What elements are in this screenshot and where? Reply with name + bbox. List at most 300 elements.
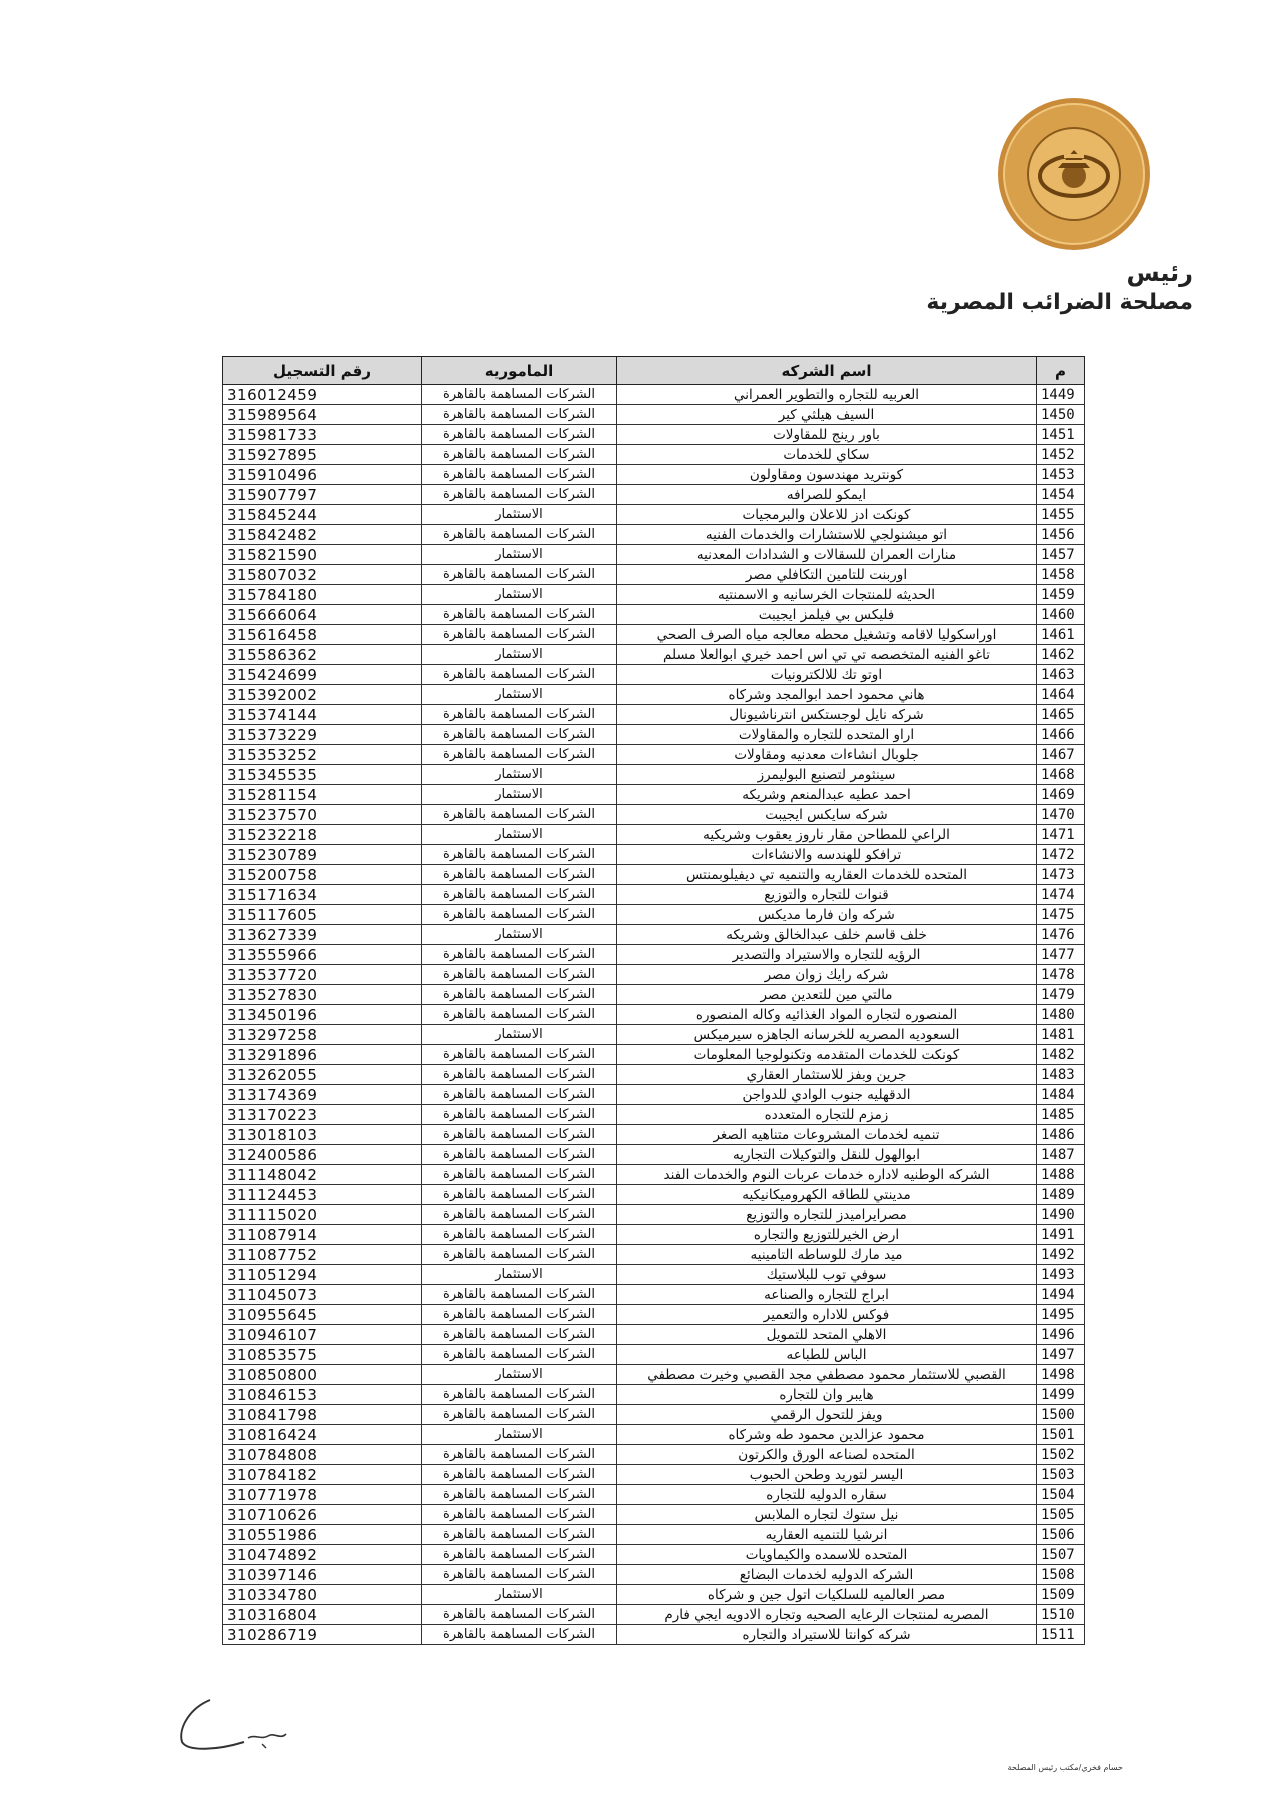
registration-number: 315807032: [223, 565, 422, 585]
registration-number: 315666064: [223, 605, 422, 625]
tax-authority: الشركات المساهمة بالقاهرة: [422, 1545, 617, 1565]
row-number: 1468: [1037, 765, 1085, 785]
table-row: [223, 425, 1085, 445]
table-row: [223, 1245, 1085, 1265]
issuer-title: رئيس: [1126, 259, 1193, 287]
table-body: [223, 385, 1085, 1645]
registration-number: 315981733: [223, 425, 422, 445]
registration-number: 313170223: [223, 1105, 422, 1125]
company-name: ارض الخيرللتوزيع والتجاره: [617, 1225, 1037, 1245]
company-name: العربيه للتجاره والتطوير العمراني: [617, 385, 1037, 405]
row-number: 1473: [1037, 865, 1085, 885]
table-row: [223, 765, 1085, 785]
tax-authority: الاستثمار: [422, 1265, 617, 1285]
registration-number: 315230789: [223, 845, 422, 865]
tax-authority: الاستثمار: [422, 585, 617, 605]
registration-number: 310853575: [223, 1345, 422, 1365]
row-number: 1474: [1037, 885, 1085, 905]
table-row: [223, 1045, 1085, 1065]
table-row: [223, 905, 1085, 925]
company-name: منارات العمران للسقالات و الشدادات المعدنيه: [617, 545, 1037, 565]
company-name: باور رينج للمقاولات: [617, 425, 1037, 445]
tax-authority: الشركات المساهمة بالقاهرة: [422, 1505, 617, 1525]
table-row: [223, 1505, 1085, 1525]
row-number: 1449: [1037, 385, 1085, 405]
registration-number: 310474892: [223, 1545, 422, 1565]
row-number: 1459: [1037, 585, 1085, 605]
tax-authority: الاستثمار: [422, 505, 617, 525]
company-name: تنميه لخدمات المشروعات متناهيه الصغر: [617, 1125, 1037, 1145]
table-row: [223, 745, 1085, 765]
registration-number: 310850800: [223, 1365, 422, 1385]
registration-number: 315907797: [223, 485, 422, 505]
company-name: زمزم للتجاره المتعدده: [617, 1105, 1037, 1125]
row-number: 1509: [1037, 1585, 1085, 1605]
company-name: اليسر لتوريد وطحن الحبوب: [617, 1465, 1037, 1485]
row-number: 1453: [1037, 465, 1085, 485]
row-number: 1478: [1037, 965, 1085, 985]
company-name: المنصوره لتجاره المواد الغذائيه وكاله المنصوره: [617, 1005, 1037, 1025]
company-name: فوكس للاداره والتعمير: [617, 1305, 1037, 1325]
company-name: ميد مارك للوساطه التامينيه: [617, 1245, 1037, 1265]
registration-number: 310397146: [223, 1565, 422, 1585]
table-row: [223, 445, 1085, 465]
row-number: 1500: [1037, 1405, 1085, 1425]
company-name: الباس للطباعه: [617, 1345, 1037, 1365]
table-row: [223, 385, 1085, 405]
row-number: 1493: [1037, 1265, 1085, 1285]
tax-authority: الشركات المساهمة بالقاهرة: [422, 805, 617, 825]
table-row: [223, 1105, 1085, 1125]
registration-number: 315424699: [223, 665, 422, 685]
row-number: 1467: [1037, 745, 1085, 765]
table-row: [223, 1485, 1085, 1505]
company-name: الشركه الدوليه لخدمات البضائع: [617, 1565, 1037, 1585]
tax-authority: الشركات المساهمة بالقاهرة: [422, 1045, 617, 1065]
table-row: [223, 1025, 1085, 1045]
company-name: سينثومر لتصنيع البوليمرز: [617, 765, 1037, 785]
registration-number: 315392002: [223, 685, 422, 705]
row-number: 1462: [1037, 645, 1085, 665]
tax-authority: الشركات المساهمة بالقاهرة: [422, 485, 617, 505]
row-number: 1480: [1037, 1005, 1085, 1025]
registration-number: 310816424: [223, 1425, 422, 1445]
row-number: 1471: [1037, 825, 1085, 845]
company-name: اوربنت للتامين التكافلي مصر: [617, 565, 1037, 585]
tax-authority: الاستثمار: [422, 1025, 617, 1045]
company-name: تاغو الفنيه المتخصصه تي تي اس احمد خيري ابوالعلا مسلم: [617, 645, 1037, 665]
registration-number: 310771978: [223, 1485, 422, 1505]
tax-authority: الشركات المساهمة بالقاهرة: [422, 865, 617, 885]
tax-authority: الاستثمار: [422, 645, 617, 665]
tax-authority: الشركات المساهمة بالقاهرة: [422, 525, 617, 545]
tax-authority: الشركات المساهمة بالقاهرة: [422, 405, 617, 425]
tax-authority: الشركات المساهمة بالقاهرة: [422, 385, 617, 405]
tax-authority: الشركات المساهمة بالقاهرة: [422, 605, 617, 625]
row-number: 1464: [1037, 685, 1085, 705]
tax-authority: الاستثمار: [422, 1585, 617, 1605]
table-row: [223, 565, 1085, 585]
tax-authority: الشركات المساهمة بالقاهرة: [422, 725, 617, 745]
tax-authority: الشركات المساهمة بالقاهرة: [422, 465, 617, 485]
tax-authority: الاستثمار: [422, 925, 617, 945]
table-row: [223, 945, 1085, 965]
tax-authority: الاستثمار: [422, 785, 617, 805]
company-name: الرؤيه للتجاره والاستيراد والتصدير: [617, 945, 1037, 965]
column-header-company-name: اسم الشركه: [617, 357, 1037, 385]
registration-number: 315821590: [223, 545, 422, 565]
tax-authority: الشركات المساهمة بالقاهرة: [422, 1565, 617, 1585]
registration-number: 315373229: [223, 725, 422, 745]
tax-authority: الشركات المساهمة بالقاهرة: [422, 1105, 617, 1125]
row-number: 1505: [1037, 1505, 1085, 1525]
company-name: اوتو تك للالكترونيات: [617, 665, 1037, 685]
company-name: الدقهليه جنوب الوادي للدواجن: [617, 1085, 1037, 1105]
row-number: 1479: [1037, 985, 1085, 1005]
row-number: 1485: [1037, 1105, 1085, 1125]
table-row: [223, 1325, 1085, 1345]
company-name: هاني محمود احمد ابوالمجد وشركاه: [617, 685, 1037, 705]
registration-number: 315281154: [223, 785, 422, 805]
tax-authority: الشركات المساهمة بالقاهرة: [422, 1185, 617, 1205]
table-row: [223, 1005, 1085, 1025]
row-number: 1458: [1037, 565, 1085, 585]
table-row: [223, 525, 1085, 545]
company-name: مالتي مين للتعدين مصر: [617, 985, 1037, 1005]
company-name: شركه رايك زوان مصر: [617, 965, 1037, 985]
tax-authority: الشركات المساهمة بالقاهرة: [422, 1305, 617, 1325]
tax-authority: الشركات المساهمة بالقاهرة: [422, 445, 617, 465]
table-row: [223, 865, 1085, 885]
row-number: 1450: [1037, 405, 1085, 425]
registration-number: 313627339: [223, 925, 422, 945]
tax-authority: الشركات المساهمة بالقاهرة: [422, 945, 617, 965]
table-row: [223, 1425, 1085, 1445]
company-name: السعوديه المصريه للخرسانه الجاهزه سيرميكس: [617, 1025, 1037, 1045]
company-name: كونكت للخدمات المتقدمه وتكنولوجيا المعلومات: [617, 1045, 1037, 1065]
row-number: 1499: [1037, 1385, 1085, 1405]
table-row: [223, 485, 1085, 505]
company-name: الراعي للمطاحن مقار ناروز يعقوب وشريكيه: [617, 825, 1037, 845]
registration-number: 313262055: [223, 1065, 422, 1085]
company-name: المتحده للخدمات العقاريه والتنميه تي ديفيلوبمنتس: [617, 865, 1037, 885]
tax-authority: الاستثمار: [422, 825, 617, 845]
registration-number: 310710626: [223, 1505, 422, 1525]
table-row: [223, 1565, 1085, 1585]
tax-authority: الشركات المساهمة بالقاهرة: [422, 705, 617, 725]
table-row: [223, 845, 1085, 865]
row-number: 1502: [1037, 1445, 1085, 1465]
tax-authority: الشركات المساهمة بالقاهرة: [422, 1085, 617, 1105]
registration-number: 311148042: [223, 1165, 422, 1185]
registration-number: 310841798: [223, 1405, 422, 1425]
table-row: [223, 505, 1085, 525]
company-name: سوفي توب للبلاستيك: [617, 1265, 1037, 1285]
tax-authority: الشركات المساهمة بالقاهرة: [422, 565, 617, 585]
tax-authority: الشركات المساهمة بالقاهرة: [422, 1345, 617, 1365]
row-number: 1495: [1037, 1305, 1085, 1325]
row-number: 1482: [1037, 1045, 1085, 1065]
company-name: ابراج للتجاره والصناعه: [617, 1285, 1037, 1305]
company-name: القصبي للاستثمار محمود مصطفي مجد القصبي وخيرت مصطفي: [617, 1365, 1037, 1385]
table-row: [223, 1225, 1085, 1245]
registration-number: 313555966: [223, 945, 422, 965]
row-number: 1511: [1037, 1625, 1085, 1645]
row-number: 1487: [1037, 1145, 1085, 1165]
row-number: 1454: [1037, 485, 1085, 505]
issuer-organization: مصلحة الضرائب المصرية: [926, 290, 1193, 315]
registration-number: 315842482: [223, 525, 422, 545]
registration-number: 315374144: [223, 705, 422, 725]
table-row: [223, 1465, 1085, 1485]
tax-authority: الشركات المساهمة بالقاهرة: [422, 1445, 617, 1465]
registration-number: 310334780: [223, 1585, 422, 1605]
table-row: [223, 1405, 1085, 1425]
table-row: [223, 625, 1085, 645]
row-number: 1483: [1037, 1065, 1085, 1085]
company-name: قنوات للتجاره والتوزيع: [617, 885, 1037, 905]
registration-number: 310955645: [223, 1305, 422, 1325]
tax-authority: الشركات المساهمة بالقاهرة: [422, 1145, 617, 1165]
registration-number: 315117605: [223, 905, 422, 925]
tax-authority: الشركات المساهمة بالقاهرة: [422, 1065, 617, 1085]
company-name: اوراسكوليا لاقامه وتشغيل محطه معالجه مياه الصرف الصحي: [617, 625, 1037, 645]
tax-authority: الشركات المساهمة بالقاهرة: [422, 1285, 617, 1305]
registration-number: 313174369: [223, 1085, 422, 1105]
table-row: [223, 925, 1085, 945]
row-number: 1491: [1037, 1225, 1085, 1245]
table-row: [223, 1185, 1085, 1205]
tax-authority: الشركات المساهمة بالقاهرة: [422, 1165, 617, 1185]
company-name: سكاي للخدمات: [617, 445, 1037, 465]
table-row: [223, 1525, 1085, 1545]
table-row: [223, 805, 1085, 825]
table-row: [223, 985, 1085, 1005]
row-number: 1476: [1037, 925, 1085, 945]
company-name: سقاره الدوليه للتجاره: [617, 1485, 1037, 1505]
row-number: 1489: [1037, 1185, 1085, 1205]
registration-number: 310551986: [223, 1525, 422, 1545]
registration-number: 311051294: [223, 1265, 422, 1285]
row-number: 1469: [1037, 785, 1085, 805]
tax-authority: الشركات المساهمة بالقاهرة: [422, 845, 617, 865]
table-row: [223, 1625, 1085, 1645]
column-header-registration-number: رقم التسجيل: [223, 357, 422, 385]
registration-number: 315353252: [223, 745, 422, 765]
row-number: 1470: [1037, 805, 1085, 825]
row-number: 1498: [1037, 1365, 1085, 1385]
companies-table-wrapper: [222, 356, 1084, 1645]
tax-authority: الشركات المساهمة بالقاهرة: [422, 965, 617, 985]
tax-authority: الشركات المساهمة بالقاهرة: [422, 985, 617, 1005]
row-number: 1510: [1037, 1605, 1085, 1625]
issuer-header: [893, 258, 1193, 318]
row-number: 1496: [1037, 1325, 1085, 1345]
registration-number: 315200758: [223, 865, 422, 885]
tax-authority: الشركات المساهمة بالقاهرة: [422, 1465, 617, 1485]
company-name: شركه وان فارما مديكس: [617, 905, 1037, 925]
registration-number: 316012459: [223, 385, 422, 405]
company-name: المتحده لصناعه الورق والكرتون: [617, 1445, 1037, 1465]
table-row: [223, 1345, 1085, 1365]
row-number: 1494: [1037, 1285, 1085, 1305]
table-row: [223, 1125, 1085, 1145]
row-number: 1455: [1037, 505, 1085, 525]
registration-number: 310946107: [223, 1325, 422, 1345]
table-row: [223, 685, 1085, 705]
tax-authority: الاستثمار: [422, 685, 617, 705]
company-name: ابوالهول للنقل والتوكيلات التجاريه: [617, 1145, 1037, 1165]
company-name: مصر العالميه للسلكيات اتول جين و شركاه: [617, 1585, 1037, 1605]
company-name: الشركه الوطنيه لاداره خدمات عربات النوم والخدمات الفند: [617, 1165, 1037, 1185]
tax-authority: الاستثمار: [422, 765, 617, 785]
row-number: 1461: [1037, 625, 1085, 645]
registration-number: 315171634: [223, 885, 422, 905]
registration-number: 315586362: [223, 645, 422, 665]
registration-number: 311087752: [223, 1245, 422, 1265]
company-name: شركه سايكس ايجيبت: [617, 805, 1037, 825]
table-row: [223, 465, 1085, 485]
registration-number: 313527830: [223, 985, 422, 1005]
row-number: 1501: [1037, 1425, 1085, 1445]
table-row: [223, 1545, 1085, 1565]
company-name: المصريه لمنتجات الرعايه الصحيه وتجاره الادويه ايجي فارم: [617, 1605, 1037, 1625]
registration-number: 313450196: [223, 1005, 422, 1025]
registration-number: 310286719: [223, 1625, 422, 1645]
registration-number: 315345535: [223, 765, 422, 785]
row-number: 1481: [1037, 1025, 1085, 1045]
registration-number: 315845244: [223, 505, 422, 525]
registration-number: 311045073: [223, 1285, 422, 1305]
table-row: [223, 605, 1085, 625]
table-row: [223, 1205, 1085, 1225]
tax-authority: الاستثمار: [422, 1425, 617, 1445]
row-number: 1506: [1037, 1525, 1085, 1545]
company-name: نيل ستوك لتجاره الملابس: [617, 1505, 1037, 1525]
company-name: كونتريد مهندسون ومقاولون: [617, 465, 1037, 485]
tax-authority: الشركات المساهمة بالقاهرة: [422, 1205, 617, 1225]
table-row: [223, 1265, 1085, 1285]
row-number: 1456: [1037, 525, 1085, 545]
table-row: [223, 1085, 1085, 1105]
table-row: [223, 1365, 1085, 1385]
registration-number: 311087914: [223, 1225, 422, 1245]
registration-number: 313297258: [223, 1025, 422, 1045]
row-number: 1451: [1037, 425, 1085, 445]
registration-number: 315989564: [223, 405, 422, 425]
row-number: 1466: [1037, 725, 1085, 745]
tax-authority: الاستثمار: [422, 1365, 617, 1385]
row-number: 1497: [1037, 1345, 1085, 1365]
table-row: [223, 1165, 1085, 1185]
company-name: ايمكو للصرافه: [617, 485, 1037, 505]
footer-office-note: حسام فخري/مكتب رئيس المصلحة: [1007, 1763, 1123, 1772]
table-row: [223, 1065, 1085, 1085]
tax-authority: الشركات المساهمة بالقاهرة: [422, 745, 617, 765]
tax-authority: الشركات المساهمة بالقاهرة: [422, 1605, 617, 1625]
registration-number: 313537720: [223, 965, 422, 985]
company-name: كونكت ادز للاعلان والبرمجيات: [617, 505, 1037, 525]
company-name: فليكس بي فيلمز ايجيبت: [617, 605, 1037, 625]
registration-number: 310784182: [223, 1465, 422, 1485]
registration-number: 312400586: [223, 1145, 422, 1165]
table-row: [223, 965, 1085, 985]
company-name: ترافكو للهندسه والانشاءات: [617, 845, 1037, 865]
registration-number: 315616458: [223, 625, 422, 645]
registration-number: 315927895: [223, 445, 422, 465]
tax-authority: الشركات المساهمة بالقاهرة: [422, 1005, 617, 1025]
table-row: [223, 1145, 1085, 1165]
table-row: [223, 1385, 1085, 1405]
company-name: شركه كوانتا للاستيراد والتجاره: [617, 1625, 1037, 1645]
registration-number: 311124453: [223, 1185, 422, 1205]
registration-number: 311115020: [223, 1205, 422, 1225]
tax-authority: الشركات المساهمة بالقاهرة: [422, 1245, 617, 1265]
table-row: [223, 725, 1085, 745]
row-number: 1503: [1037, 1465, 1085, 1485]
registration-number: 310316804: [223, 1605, 422, 1625]
table-row: [223, 665, 1085, 685]
company-name: مدينتي للطاقه الكهروميكانيكيه: [617, 1185, 1037, 1205]
company-name: جرين وبفز للاستثمار العقاري: [617, 1065, 1037, 1085]
company-name: مصرايراميدز للتجاره والتوزيع: [617, 1205, 1037, 1225]
table-row: [223, 645, 1085, 665]
tax-authority: الشركات المساهمة بالقاهرة: [422, 425, 617, 445]
row-number: 1488: [1037, 1165, 1085, 1185]
tax-authority: الشركات المساهمة بالقاهرة: [422, 1325, 617, 1345]
tax-authority: الشركات المساهمة بالقاهرة: [422, 625, 617, 645]
tax-authority: الشركات المساهمة بالقاهرة: [422, 1485, 617, 1505]
row-number: 1460: [1037, 605, 1085, 625]
table-row: [223, 405, 1085, 425]
column-header-num: م: [1037, 357, 1085, 385]
handwritten-signature: [170, 1690, 300, 1760]
table-row: [223, 585, 1085, 605]
tax-authority: الشركات المساهمة بالقاهرة: [422, 1625, 617, 1645]
registration-number: 315232218: [223, 825, 422, 845]
company-name: احمد عطيه عبدالمنعم وشريكه: [617, 785, 1037, 805]
table-row: [223, 705, 1085, 725]
ministry-seal-logo: [996, 96, 1152, 252]
table-row: [223, 1585, 1085, 1605]
row-number: 1465: [1037, 705, 1085, 725]
companies-table: [222, 356, 1085, 1645]
row-number: 1490: [1037, 1205, 1085, 1225]
row-number: 1484: [1037, 1085, 1085, 1105]
registration-number: 315784180: [223, 585, 422, 605]
row-number: 1472: [1037, 845, 1085, 865]
registration-number: 310784808: [223, 1445, 422, 1465]
registration-number: 313018103: [223, 1125, 422, 1145]
company-name: المتحده للاسمده والكيماويات: [617, 1545, 1037, 1565]
company-name: انرشيا للتنميه العقاريه: [617, 1525, 1037, 1545]
tax-authority: الشركات المساهمة بالقاهرة: [422, 905, 617, 925]
table-row: [223, 1305, 1085, 1325]
table-row: [223, 785, 1085, 805]
company-name: محمود عزالدين محمود طه وشركاه: [617, 1425, 1037, 1445]
company-name: جلوبال انشاءات معدنيه ومقاولات: [617, 745, 1037, 765]
company-name: شركه نايل لوجستكس انترناشيونال: [617, 705, 1037, 725]
row-number: 1507: [1037, 1545, 1085, 1565]
registration-number: 315910496: [223, 465, 422, 485]
row-number: 1504: [1037, 1485, 1085, 1505]
table-row: [223, 1285, 1085, 1305]
table-row: [223, 545, 1085, 565]
company-name: الحديثه للمنتجات الخرسانيه و الاسمنتيه: [617, 585, 1037, 605]
company-name: ويفز للتحول الرقمي: [617, 1405, 1037, 1425]
registration-number: 315237570: [223, 805, 422, 825]
row-number: 1486: [1037, 1125, 1085, 1145]
